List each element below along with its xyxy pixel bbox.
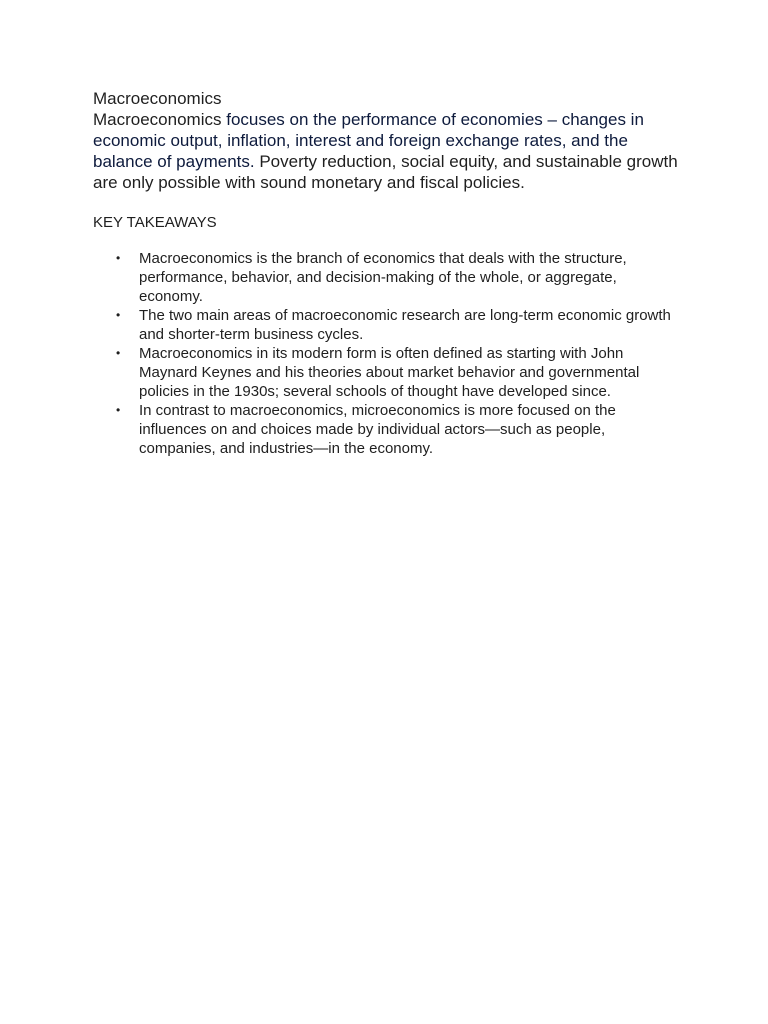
bullet-icon: • bbox=[116, 403, 121, 417]
list-item bbox=[93, 306, 683, 344]
list-item bbox=[93, 344, 683, 401]
bullet-icon: • bbox=[116, 251, 121, 265]
list-item bbox=[93, 401, 683, 458]
document-title: Macroeconomics bbox=[93, 89, 222, 108]
list-item-text: Macroeconomics in its modern form is often defined as starting with John Maynard Keynes and his theories about market behavior and governmental policies in the 1930s; several schools of thought have developed since. bbox=[139, 345, 640, 400]
key-takeaways-list bbox=[93, 249, 683, 458]
bullet-icon: • bbox=[116, 308, 121, 322]
document-body bbox=[93, 88, 683, 458]
intro-lead: Macroeconomics bbox=[93, 110, 222, 129]
intro-rest: Poverty reduction, social equity, and sustainable growth are only possible with sound monetary and fiscal policies. bbox=[93, 152, 678, 192]
bullet-icon: • bbox=[116, 346, 121, 360]
intro-paragraph bbox=[93, 109, 683, 193]
list-item bbox=[93, 249, 683, 306]
list-item-text: The two main areas of macroeconomic research are long-term economic growth and shorter-term business cycles. bbox=[139, 307, 671, 343]
list-item-text: Macroeconomics is the branch of economics that deals with the structure, performance, behavior, and decision-making of the whole, or aggregate, economy. bbox=[139, 250, 627, 305]
intro-highlighted-text: focuses on the performance of economies – changes in economic output, inflation, interest and foreign exchange rates, and the balance of payments. bbox=[93, 110, 644, 171]
key-takeaways-heading: KEY TAKEAWAYS bbox=[93, 214, 217, 231]
list-item-text: In contrast to macroeconomics, microeconomics is more focused on the influences on and choices made by individual actors—such as people, companies, and industries—in the economy. bbox=[139, 402, 616, 457]
